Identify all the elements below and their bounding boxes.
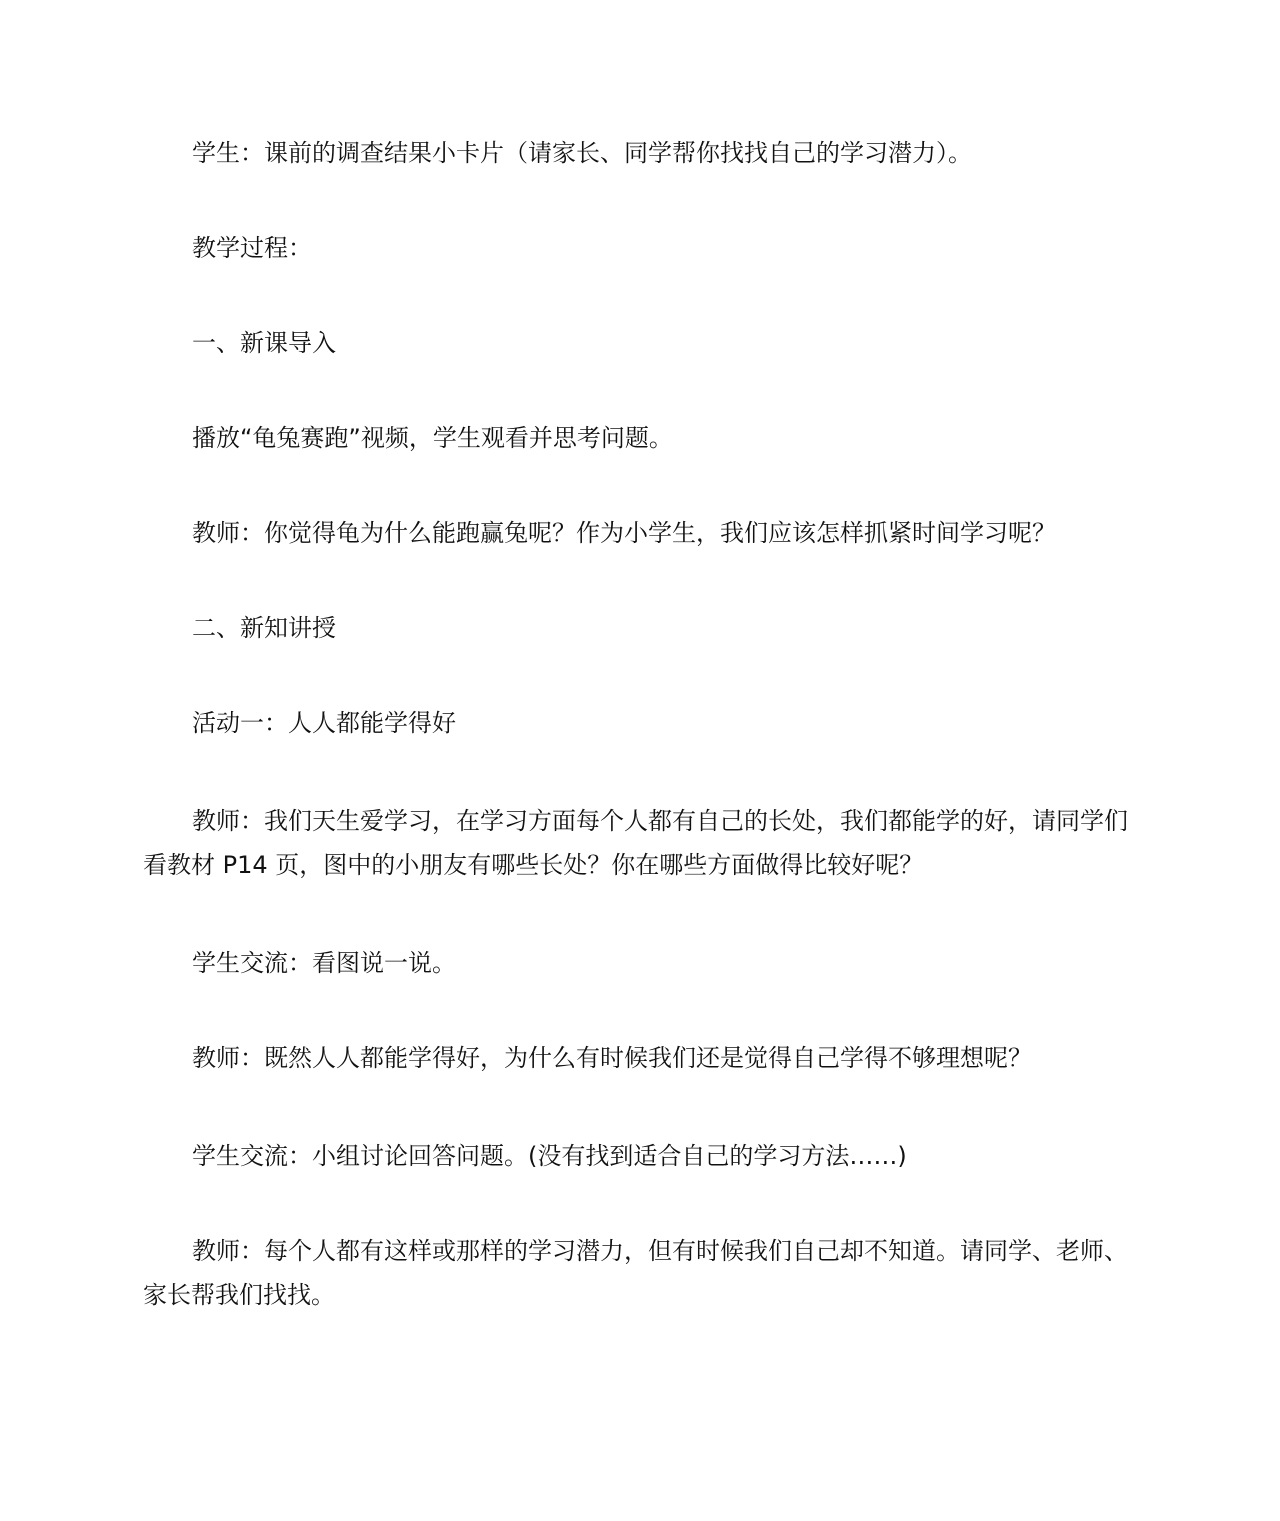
section-heading-new-knowledge: 二、新知讲授 — [192, 614, 336, 642]
paragraph-student-exchange-1: 学生交流：看图说一说。 — [192, 949, 456, 977]
paragraph-materials-students: 学生：课前的调查结果小卡片（请家长、同学帮你找找自己的学习潜力）。 — [192, 139, 972, 167]
paragraph-play-video: 播放“龟兔赛跑”视频，学生观看并思考问题。 — [192, 424, 673, 452]
paragraph-teacher-question-1: 教师：你觉得龟为什么能跑赢兔呢？作为小学生，我们应该怎样抓紧时间学习呢？ — [192, 519, 1056, 547]
section-heading-intro: 一、新课导入 — [192, 329, 336, 357]
paragraph-teacher-textbook: 教师：我们天生爱学习，在学习方面每个人都有自己的长处，我们都能学的好，请同学们看教材 P14 页，图中的小朋友有哪些长处？你在哪些方面做得比较好呢？ — [143, 807, 1128, 879]
paragraph-process-heading: 教学过程： — [192, 234, 312, 262]
paragraph-teacher-potential: 教师：每个人都有这样或那样的学习潜力，但有时候我们自己却不知道。请同学、老师、家长帮我们找找。 — [143, 1237, 1128, 1309]
activity-heading-1: 活动一：人人都能学得好 — [192, 709, 456, 737]
paragraph-student-exchange-2: 学生交流：小组讨论回答问题。(没有找到适合自己的学习方法……) — [192, 1142, 907, 1170]
paragraph-teacher-question-2: 教师：既然人人都能学得好，为什么有时候我们还是觉得自己学得不够理想呢？ — [192, 1044, 1032, 1072]
